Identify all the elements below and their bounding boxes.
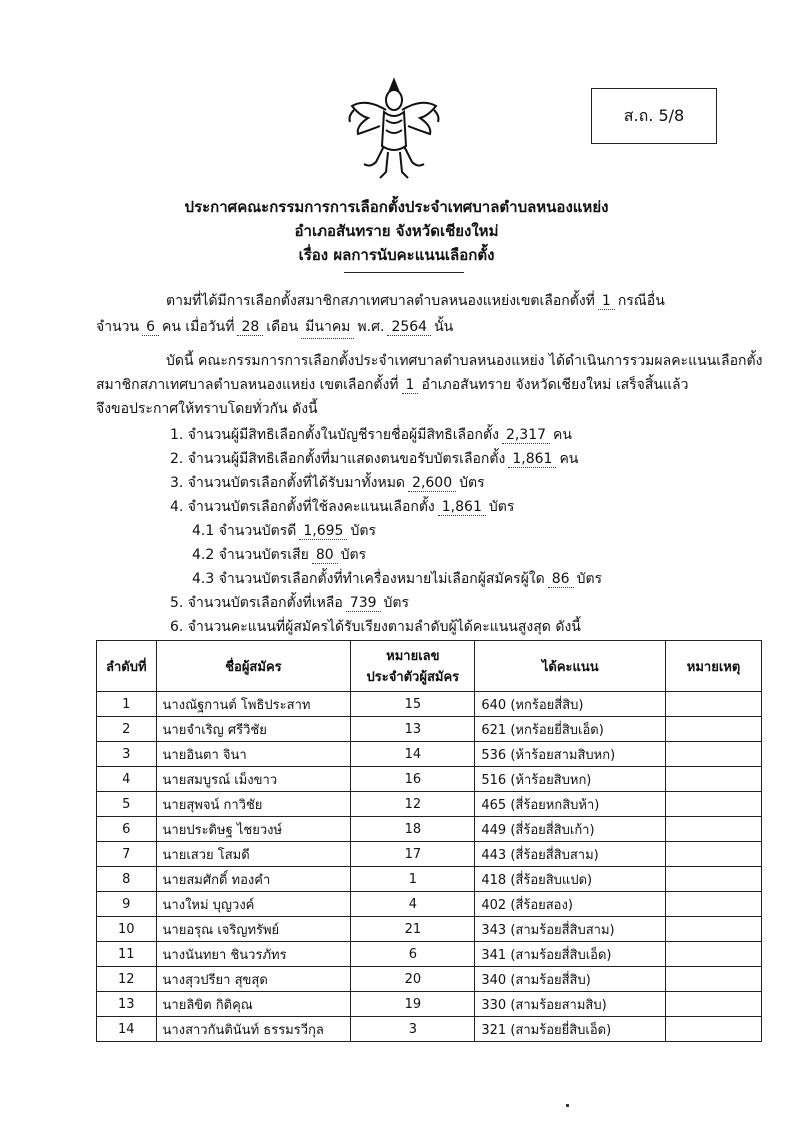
item-label: 4.1 จำนวนบัตรดี	[192, 523, 297, 539]
cell-rank: 3	[97, 742, 157, 767]
header-name: ชื่อผู้สมัคร	[156, 641, 351, 692]
cell-candidate-name: นายอินตา จินา	[156, 742, 351, 767]
cell-candidate-number: 3	[351, 1017, 475, 1042]
intro-text: เดือน	[266, 319, 299, 335]
cell-candidate-number: 4	[351, 892, 475, 917]
cell-candidate-number: 6	[351, 942, 475, 967]
table-row	[97, 817, 762, 842]
item-5	[170, 592, 409, 614]
table-row	[97, 867, 762, 892]
item-unit: บัตร	[576, 571, 603, 587]
seats-value: 6	[142, 319, 159, 336]
cell-remark	[666, 967, 762, 992]
cell-remark	[666, 867, 762, 892]
item-value: 739	[346, 595, 381, 612]
cell-candidate-name: นางสาวกันตินันท์ ธรรมรวีกุล	[156, 1017, 351, 1042]
cell-remark	[666, 992, 762, 1017]
form-code-box	[591, 88, 717, 144]
table-row	[97, 892, 762, 917]
table-row	[97, 842, 762, 867]
cell-remark	[666, 817, 762, 842]
title-divider	[344, 272, 464, 273]
item-label: 4.3 จำนวนบัตรเลือกตั้งที่ทำเครื่องหมายไม่เลือกผู้สมัครผู้ใด	[192, 571, 545, 587]
cell-remark	[666, 1017, 762, 1042]
cell-remark	[666, 767, 762, 792]
item-1	[170, 424, 572, 446]
cell-rank: 1	[97, 692, 157, 717]
item-4-1	[192, 520, 376, 542]
cell-candidate-name: นายอรุณ เจริญทรัพย์	[156, 917, 351, 942]
body-line-1: บัดนี้ คณะกรรมการการเลือกตั้งประจำเทศบาลตำบลหนองแหย่ง ได้ดำเนินการรวมผลคะแนนเลือกตั้ง	[166, 353, 763, 369]
item-4-2	[192, 544, 366, 566]
body-district-value: 1	[402, 377, 419, 394]
table-row	[97, 717, 762, 742]
item-label: 5. จำนวนบัตรเลือกตั้งที่เหลือ	[170, 595, 343, 611]
cell-rank: 13	[97, 992, 157, 1017]
cell-score: 330 (สามร้อยสามสิบ)	[475, 992, 666, 1017]
table-header-row	[97, 641, 762, 692]
cell-candidate-number: 20	[351, 967, 475, 992]
cell-candidate-name: นางใหม่ บุญวงค์	[156, 892, 351, 917]
cell-candidate-number: 17	[351, 842, 475, 867]
item-3	[170, 472, 485, 494]
cell-score: 536 (ห้าร้อยสามสิบหก)	[475, 742, 666, 767]
item-unit: คน	[553, 427, 572, 443]
intro-text: กรณีอื่น	[617, 293, 665, 309]
announcement-title-line1: ประกาศคณะกรรมการการเลือกตั้งประจำเทศบาลตำบลหนองแหย่ง	[184, 198, 609, 216]
results-body	[97, 692, 762, 1042]
header-number-line2: ประจำตัวผู้สมัคร	[366, 670, 460, 685]
cell-score: 621 (หกร้อยยี่สิบเอ็ด)	[475, 717, 666, 742]
body-text: อำเภอสันทราย จังหวัดเชียงใหม่ เสร็จสิ้นแล้ว	[421, 377, 689, 393]
cell-remark	[666, 917, 762, 942]
cell-candidate-number: 14	[351, 742, 475, 767]
cell-remark	[666, 892, 762, 917]
item-label: 4. จำนวนบัตรเลือกตั้งที่ใช้ลงคะแนนเลือกตั้ง	[170, 499, 435, 515]
district-value: 1	[598, 293, 615, 310]
intro-text: จำนวน	[96, 319, 140, 335]
table-row	[97, 692, 762, 717]
item-unit: คน	[559, 451, 579, 467]
table-row	[97, 742, 762, 767]
item-label: 4.2 จำนวนบัตรเสีย	[192, 547, 309, 563]
cell-rank: 10	[97, 917, 157, 942]
announcement-subject: เรื่อง ผลการนับคะแนนเลือกตั้ง	[298, 246, 495, 264]
cell-score: 341 (สามร้อยสี่สิบเอ็ด)	[475, 942, 666, 967]
item-4-3	[192, 568, 602, 590]
item-unit: บัตร	[340, 547, 367, 563]
cell-candidate-number: 18	[351, 817, 475, 842]
table-row	[97, 1017, 762, 1042]
cell-rank: 8	[97, 867, 157, 892]
intro-text: คน เมื่อวันที่	[162, 319, 235, 335]
item-label: 1. จำนวนผู้มีสิทธิเลือกตั้งในบัญชีรายชื่อผู้มีสิทธิเลือกตั้ง	[170, 427, 499, 443]
announcement-title-line2: อำเภอสันทราย จังหวัดเชียงใหม่	[294, 222, 499, 240]
header-number-line1: หมายเลข	[386, 649, 440, 664]
cell-rank: 12	[97, 967, 157, 992]
item-2	[170, 448, 578, 470]
item-value: 86	[548, 571, 574, 588]
item-value: 80	[312, 547, 338, 564]
item-value: 1,861	[508, 451, 556, 468]
cell-candidate-number: 12	[351, 792, 475, 817]
item-6: 6. จำนวนคะแนนที่ผู้สมัครได้รับเรียงตามลำดับผู้ได้คะแนนสูงสุด ดังนี้	[170, 619, 581, 635]
cell-candidate-name: นางนันทยา ชินวรภัทร	[156, 942, 351, 967]
cell-candidate-number: 16	[351, 767, 475, 792]
cell-candidate-name: นางสุวปรียา สุขสุด	[156, 967, 351, 992]
form-code: ส.ถ. 5/8	[623, 105, 685, 125]
cell-score: 340 (สามร้อยสี่สิบ)	[475, 967, 666, 992]
intro-line-2	[96, 316, 453, 339]
cell-remark	[666, 842, 762, 867]
stray-mark	[566, 1104, 569, 1107]
cell-score: 449 (สี่ร้อยสี่สิบเก้า)	[475, 817, 666, 842]
cell-candidate-name: นายลิขิต กิติคุณ	[156, 992, 351, 1017]
intro-text: พ.ศ.	[357, 319, 385, 335]
cell-score: 640 (หกร้อยสี่สิบ)	[475, 692, 666, 717]
item-value: 2,317	[502, 427, 550, 444]
results-table	[96, 640, 762, 1042]
cell-remark	[666, 942, 762, 967]
cell-candidate-name: นายเสวย โสมดี	[156, 842, 351, 867]
intro-text: ตามที่ได้มีการเลือกตั้งสมาชิกสภาเทศบาลตำบลหนองแหย่งเขตเลือกตั้งที่	[166, 293, 595, 309]
cell-candidate-number: 1	[351, 867, 475, 892]
item-label: 3. จำนวนบัตรเลือกตั้งที่ได้รับมาทั้งหมด	[170, 475, 406, 491]
cell-candidate-name: นางณัฐกานต์ โพธิประสาท	[156, 692, 351, 717]
header-score: ได้คะแนน	[475, 641, 666, 692]
cell-rank: 4	[97, 767, 157, 792]
cell-candidate-name: นายสมบูรณ์ เม็งขาว	[156, 767, 351, 792]
year-value: 2564	[387, 319, 431, 336]
item-unit: บัตร	[459, 475, 485, 491]
cell-rank: 5	[97, 792, 157, 817]
cell-candidate-name: นายจำเริญ ศรีวิชัย	[156, 717, 351, 742]
table-row	[97, 767, 762, 792]
item-value: 1,695	[299, 523, 347, 540]
day-value: 28	[237, 319, 263, 336]
intro-line-1	[166, 290, 665, 312]
cell-rank: 11	[97, 942, 157, 967]
cell-rank: 2	[97, 717, 157, 742]
cell-score: 402 (สี่ร้อยสอง)	[475, 892, 666, 917]
table-row	[97, 992, 762, 1017]
cell-score: 443 (สี่ร้อยสี่สิบสาม)	[475, 842, 666, 867]
cell-score: 343 (สามร้อยสี่สิบสาม)	[475, 917, 666, 942]
table-row	[97, 942, 762, 967]
intro-text: นั้น	[434, 319, 454, 335]
cell-rank: 9	[97, 892, 157, 917]
item-unit: บัตร	[488, 499, 515, 515]
cell-candidate-number: 19	[351, 992, 475, 1017]
cell-remark	[666, 717, 762, 742]
cell-candidate-number: 21	[351, 917, 475, 942]
body-line-2	[96, 374, 688, 396]
header-number	[351, 641, 475, 692]
garuda-emblem-icon	[346, 76, 442, 184]
item-value: 2,600	[408, 475, 456, 492]
item-unit: บัตร	[350, 523, 376, 539]
cell-candidate-name: นายประดิษฐ ไชยวงษ์	[156, 817, 351, 842]
item-unit: บัตร	[383, 595, 410, 611]
cell-score: 465 (สี่ร้อยหกสิบห้า)	[475, 792, 666, 817]
header-rank: ลำดับที่	[97, 641, 157, 692]
header-remark: หมายเหตุ	[666, 641, 762, 692]
cell-candidate-name: นายสุพจน์ กาวิชัย	[156, 792, 351, 817]
cell-remark	[666, 742, 762, 767]
cell-rank: 14	[97, 1017, 157, 1042]
month-value: มีนาคม	[301, 316, 354, 339]
cell-remark	[666, 692, 762, 717]
cell-candidate-name: นายสมศักดิ์ ทองคำ	[156, 867, 351, 892]
table-row	[97, 967, 762, 992]
item-4	[170, 496, 514, 518]
cell-candidate-number: 15	[351, 692, 475, 717]
body-line-3: จึงขอประกาศให้ทราบโดยทั่วกัน ดังนี้	[96, 401, 318, 417]
cell-rank: 7	[97, 842, 157, 867]
table-row	[97, 917, 762, 942]
item-value: 1,861	[438, 499, 486, 516]
cell-score: 418 (สี่ร้อยสิบแปด)	[475, 867, 666, 892]
body-text: สมาชิกสภาเทศบาลตำบลหนองแหย่ง เขตเลือกตั้งที่	[96, 377, 399, 393]
cell-score: 321 (สามร้อยยี่สิบเอ็ด)	[475, 1017, 666, 1042]
table-row	[97, 792, 762, 817]
cell-remark	[666, 792, 762, 817]
cell-candidate-number: 13	[351, 717, 475, 742]
item-label: 2. จำนวนผู้มีสิทธิเลือกตั้งที่มาแสดงตนขอรับบัตรเลือกตั้ง	[170, 451, 506, 467]
cell-rank: 6	[97, 817, 157, 842]
cell-score: 516 (ห้าร้อยสิบหก)	[475, 767, 666, 792]
